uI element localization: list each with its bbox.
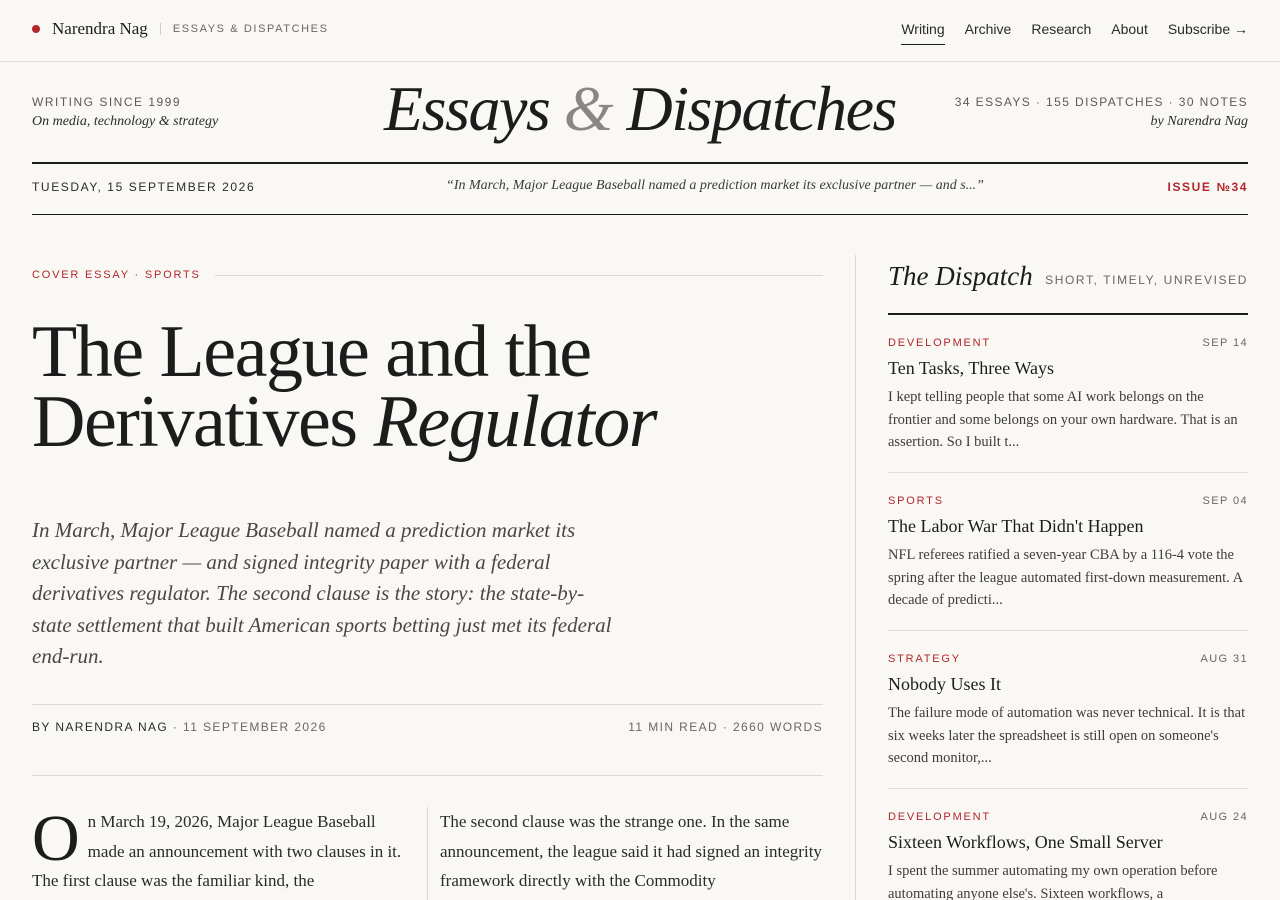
headline-italic: Regulator (373, 381, 657, 463)
drop-cap: O (32, 802, 80, 875)
dispatch-excerpt: I spent the summer automating my own operation before automating anyone else's. Sixteen workflows, a (888, 863, 1218, 900)
dispatch-category[interactable]: SPORTS (888, 495, 944, 507)
read-info: 11 MIN READ · 2660 WORDS (628, 720, 823, 734)
sidebar-header (888, 255, 1248, 315)
dispatch-date: SEP 04 (1202, 495, 1248, 507)
headline-line-2: Derivatives (32, 381, 357, 463)
sidebar-divider (855, 255, 856, 900)
subscribe-link[interactable]: Subscribe → (1167, 21, 1248, 37)
dispatch-excerpt: NFL referees ratified a seven-year CBA by a 116-4 vote the spring after the league automated first-down measurement. A decade of predicti... (888, 547, 1243, 608)
brand-dot-icon (32, 25, 40, 33)
dispatch-category[interactable]: STRATEGY (888, 653, 961, 665)
sidebar-subtitle: SHORT, TIMELY, UNREVISED (1045, 273, 1248, 287)
masthead-subtitle: On media, technology & strategy (32, 114, 219, 129)
top-nav-bar (0, 0, 1280, 62)
column-divider (427, 807, 428, 900)
cover-label[interactable]: COVER ESSAY · SPORTS (32, 269, 201, 281)
masthead-title-a: Essays (384, 73, 550, 144)
dispatch-meta (888, 495, 1248, 507)
nav-item-archive[interactable]: Archive (964, 21, 1012, 37)
masthead-rule (32, 162, 1248, 164)
body-column-2: The second clause was the strange one. In the same announcement, the league said it had signed an integrity framework directly with the Commodity (440, 812, 822, 890)
cover-essay (32, 255, 823, 890)
brand-divider (160, 23, 161, 35)
body-column-1-text: n March 19, 2026, Major League Baseball made an announcement with two clauses in it. The first clause was the familiar kind, the (32, 812, 402, 890)
article-dek: In March, Major League Baseball named a prediction market its exclusive partner — and signed integrity paper with a federal derivatives regulator. The second clause is the story: the state-by-state settlement that built American sports betting just met its federal end-run. (32, 518, 612, 668)
masthead-ampersand: & (563, 73, 613, 144)
issue-number: ISSUE №34 (1167, 180, 1248, 194)
dateline-date: TUESDAY, 15 SEPTEMBER 2026 (32, 180, 256, 194)
dispatch-item[interactable] (888, 473, 1248, 631)
dispatch-date: AUG 31 (1200, 653, 1248, 665)
nav-item-research[interactable]: Research (1031, 21, 1092, 37)
dispatch-item[interactable] (888, 631, 1248, 789)
dispatch-meta (888, 811, 1248, 823)
sidebar-title: The Dispatch (888, 261, 1033, 291)
dispatch-title[interactable]: Ten Tasks, Three Ways (888, 358, 1054, 378)
brand-tagline: ESSAYS & DISPATCHES (172, 23, 329, 35)
dispatch-meta (888, 653, 1248, 665)
dispatch-date: AUG 24 (1200, 811, 1248, 823)
article-byline (32, 720, 327, 734)
masthead-stats: 34 ESSAYS · 155 DISPATCHES · 30 NOTES (954, 95, 1248, 109)
cover-label-rule (215, 275, 823, 276)
dateline-quote[interactable]: “In March, Major League Baseball named a prediction market its exclusive partner — and s...” (446, 178, 984, 193)
headline-line-1: The League and the (32, 311, 591, 393)
byline-row (32, 704, 823, 776)
main-nav (901, 21, 1248, 45)
dispatch-sidebar (888, 255, 1248, 900)
nav-item-about[interactable]: About (1111, 21, 1148, 37)
masthead-kicker: WRITING SINCE 1999 (32, 95, 182, 109)
dispatch-item[interactable] (888, 315, 1248, 473)
brand[interactable] (32, 19, 329, 39)
brand-name[interactable]: Narendra Nag (52, 19, 148, 38)
nav-item-writing[interactable]: Writing (901, 21, 944, 45)
cover-label-row (32, 269, 823, 281)
dispatch-title[interactable]: The Labor War That Didn't Happen (888, 516, 1144, 536)
masthead-byline: by Narendra Nag (1150, 114, 1248, 129)
masthead-title-b: Dispatches (626, 73, 896, 144)
article-headline[interactable] (32, 311, 823, 463)
dispatch-excerpt: The failure mode of automation was never technical. It is that six weeks later the spreadsheet is still open on someone's second monitor,... (888, 705, 1246, 766)
dispatch-meta (888, 337, 1248, 349)
dispatch-item[interactable] (888, 789, 1248, 900)
body-column-1 (32, 802, 412, 896)
masthead-right (955, 95, 1248, 130)
dispatch-title[interactable]: Nobody Uses It (888, 674, 1001, 694)
dateline-rule (32, 214, 1248, 215)
byline-author[interactable]: BY NARENDRA NAG (32, 720, 169, 734)
dispatch-category[interactable]: DEVELOPMENT (888, 811, 991, 823)
byline-date: · 11 SEPTEMBER 2026 (172, 720, 327, 734)
dispatch-title[interactable]: Sixteen Workflows, One Small Server (888, 832, 1163, 852)
dispatch-category[interactable]: DEVELOPMENT (888, 337, 991, 349)
dispatch-date: SEP 14 (1202, 337, 1248, 349)
dispatch-excerpt: I kept telling people that some AI work belongs on the frontier and some belongs on your own hardware. That is an assertion. So I built t... (888, 389, 1238, 450)
